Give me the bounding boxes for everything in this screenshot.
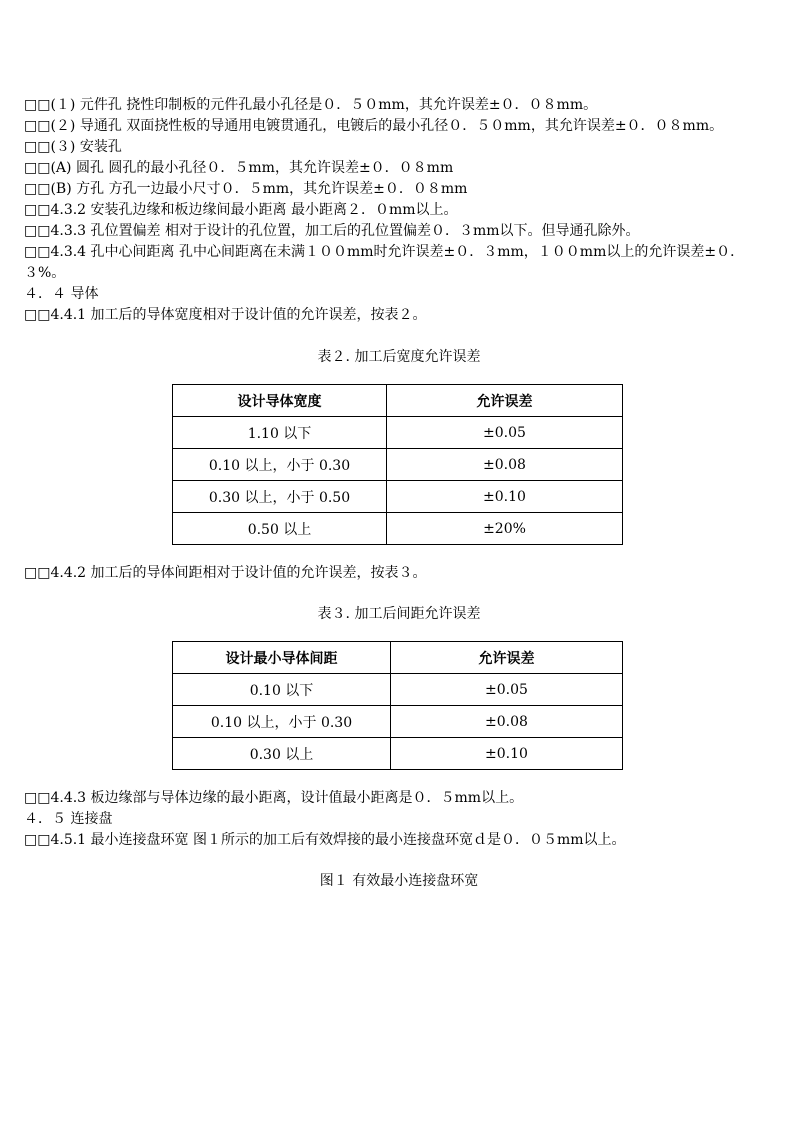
table-cell: 0.10 以上，小于 0.30 <box>173 706 391 738</box>
table-row <box>173 738 623 770</box>
para-4-4-2: □□4.4.2 加工后的导体间距相对于设计值的允许误差，按表３。 <box>24 565 427 581</box>
table-row <box>173 449 623 481</box>
table-row <box>173 674 623 706</box>
table-cell: ±0.10 <box>387 481 623 513</box>
table-cell: ±0.05 <box>387 417 623 449</box>
table3-caption: 表３. 加工后间距允许误差 <box>317 606 481 622</box>
para-4-3-3: □□4.3.3 孔位置偏差 相对于设计的孔位置，加工后的孔位置偏差０．３mm以下。但导通孔除外。 <box>24 223 640 239</box>
table-cell: 0.30 以上 <box>173 738 391 770</box>
table3 <box>172 641 623 770</box>
table-cell: ±20% <box>387 513 623 545</box>
table-row <box>173 417 623 449</box>
heading-4-4: ４．４ 导体 <box>24 286 99 302</box>
table-cell: 0.10 以下 <box>173 674 391 706</box>
para-round-hole: □□(A) 圆孔 圆孔的最小孔径０．５mm，其允许误差±０．０８mm <box>24 160 454 176</box>
para-4-3-4: □□4.3.4 孔中心间距离 孔中心间距离在未满１００mm时允许误差±０．３mm，１００mm以上的允许误差±０．３%。 <box>24 244 745 281</box>
para-square-hole: □□(B) 方孔 方孔一边最小尺寸０．５mm，其允许误差±０．０８mm <box>24 181 468 197</box>
para-4-4-3: □□4.4.3 板边缘部与导体边缘的最小距离，设计值最小距离是０．５mm以上。 <box>24 790 524 806</box>
table-cell: 1.10 以下 <box>173 417 387 449</box>
figure1-caption: 图１ 有效最小连接盘环宽 <box>319 873 479 889</box>
table-cell: 0.10 以上，小于 0.30 <box>173 449 387 481</box>
table2 <box>172 384 623 545</box>
table-cell: ±0.10 <box>391 738 623 770</box>
table2-header-tolerance: 允许误差 <box>387 385 623 417</box>
table-row <box>173 513 623 545</box>
para-via-hole: □□(２) 导通孔 双面挠性板的导通用电镀贯通孔，电镀后的最小孔径０．５０mm，其允许误差±０．０８mm。 <box>24 118 724 134</box>
table2-caption: 表２. 加工后宽度允许误差 <box>317 349 481 365</box>
table-row <box>173 481 623 513</box>
table-row <box>173 706 623 738</box>
table-cell: ±0.08 <box>387 449 623 481</box>
table3-header-tolerance: 允许误差 <box>391 642 623 674</box>
document-page <box>24 95 774 892</box>
table-cell: 0.50 以上 <box>173 513 387 545</box>
para-4-4-1: □□4.4.1 加工后的导体宽度相对于设计值的允许误差，按表２。 <box>24 307 427 323</box>
table-cell: ±0.05 <box>391 674 623 706</box>
para-4-3-2: □□4.3.2 安装孔边缘和板边缘间最小距离 最小距离２．０mm以上。 <box>24 202 458 218</box>
table3-header-spacing: 设计最小导体间距 <box>173 642 391 674</box>
para-mounting-hole: □□(３) 安装孔 <box>24 139 122 155</box>
para-component-hole: □□(１) 元件孔 挠性印制板的元件孔最小孔径是０．５０mm，其允许误差±０．０８mm。 <box>24 97 598 113</box>
para-4-5-1: □□4.5.1 最小连接盘环宽 图１所示的加工后有效焊接的最小连接盘环宽ｄ是０．０５mm以上。 <box>24 832 626 848</box>
table2-header-width: 设计导体宽度 <box>173 385 387 417</box>
table2-header-row <box>173 385 623 417</box>
table-cell: ±0.08 <box>391 706 623 738</box>
table3-header-row <box>173 642 623 674</box>
table-cell: 0.30 以上，小于 0.50 <box>173 481 387 513</box>
heading-4-5: ４．５ 连接盘 <box>24 811 113 827</box>
